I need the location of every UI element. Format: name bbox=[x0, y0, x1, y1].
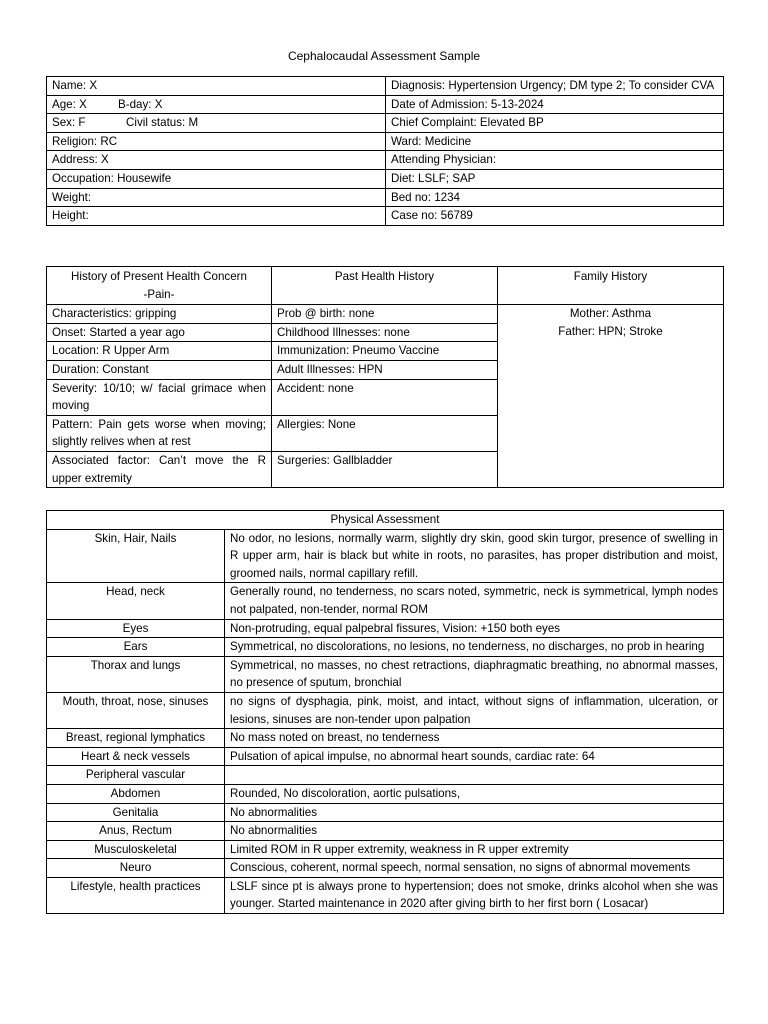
assessment-area: Head, neck bbox=[47, 583, 225, 619]
assessment-finding: No odor, no lesions, normally warm, slightly dry skin, good skin turgor, presence of swelling in R upper arm, hair is black but white in roots, no parasites, has proper distribution and moist, groomed nails, normal capillary refill. bbox=[225, 529, 724, 583]
assessment-finding: no signs of dysphagia, pink, moist, and intact, without signs of inflammation, ulceration, or lesions, sinuses are non-tender upon palpation bbox=[225, 692, 724, 728]
table-row bbox=[47, 207, 724, 226]
assessment-area: Neuro bbox=[47, 859, 225, 878]
document-title: Cephalocaudal Assessment Sample bbox=[287, 49, 481, 63]
father-history: Father: HPN; Stroke bbox=[558, 324, 663, 338]
civil-status-field: Civil status: M bbox=[126, 116, 199, 130]
table-row bbox=[47, 267, 724, 305]
attending-physician-field: Attending Physician: bbox=[386, 151, 724, 170]
characteristics-field: Characteristics: gripping bbox=[47, 305, 272, 324]
table-row bbox=[47, 77, 724, 96]
bday-field: B-day: X bbox=[118, 97, 163, 111]
present-concern-header bbox=[47, 267, 272, 305]
childhood-illnesses-field: Childhood Illnesses: none bbox=[272, 323, 498, 342]
assessment-finding: Non-protruding, equal palpebral fissures, Vision: +150 both eyes bbox=[225, 619, 724, 638]
table-row bbox=[47, 169, 724, 188]
table-row bbox=[47, 840, 724, 859]
table-row bbox=[47, 784, 724, 803]
diet-field: Diet: LSLF; SAP bbox=[386, 169, 724, 188]
table-row bbox=[47, 188, 724, 207]
table-row bbox=[47, 822, 724, 841]
height-field: Height: bbox=[47, 207, 386, 226]
history-table bbox=[46, 266, 724, 488]
assessment-area: Mouth, throat, nose, sinuses bbox=[47, 692, 225, 728]
family-history-cell bbox=[498, 305, 724, 488]
assessment-finding: LSLF since pt is always prone to hypertension; does not smoke, drinks alcohol when she was younger. Started maintenance in 2020 after giving birth to her first born ( Losacar) bbox=[225, 877, 724, 913]
severity-field: Severity: 10/10; w/ facial grimace when moving bbox=[47, 379, 272, 415]
assessment-area: Anus, Rectum bbox=[47, 822, 225, 841]
assessment-area: Ears bbox=[47, 638, 225, 657]
past-history-header: Past Health History bbox=[272, 267, 498, 305]
table-row bbox=[47, 692, 724, 728]
location-field: Location: R Upper Arm bbox=[47, 342, 272, 361]
assessment-finding bbox=[225, 766, 724, 785]
assessment-finding: No abnormalities bbox=[225, 803, 724, 822]
associated-factor-field: Associated factor: Can’t move the R upper extremity bbox=[47, 451, 272, 487]
table-row bbox=[47, 859, 724, 878]
sex-civil-cell bbox=[47, 114, 386, 133]
table-row bbox=[47, 114, 724, 133]
table-row bbox=[47, 729, 724, 748]
diagnosis-field: Diagnosis: Hypertension Urgency; DM type 2; To consider CVA bbox=[386, 77, 724, 96]
assessment-area: Musculoskeletal bbox=[47, 840, 225, 859]
ward-field: Ward: Medicine bbox=[386, 132, 724, 151]
table-row bbox=[47, 529, 724, 583]
assessment-area: Breast, regional lymphatics bbox=[47, 729, 225, 748]
assessment-finding: Symmetrical, no discolorations, no lesions, no tenderness, no discharges, no prob in hearing bbox=[225, 638, 724, 657]
age-bday-cell bbox=[47, 95, 386, 114]
table-row bbox=[47, 877, 724, 913]
allergies-field: Allergies: None bbox=[272, 415, 498, 451]
assessment-area: Eyes bbox=[47, 619, 225, 638]
sex-field: Sex: F bbox=[52, 116, 86, 130]
assessment-area: Thorax and lungs bbox=[47, 656, 225, 692]
assessment-area: Lifestyle, health practices bbox=[47, 877, 225, 913]
assessment-finding: Rounded, No discoloration, aortic pulsations, bbox=[225, 784, 724, 803]
table-row bbox=[47, 656, 724, 692]
present-concern-header-line2: -Pain- bbox=[143, 287, 175, 301]
assessment-finding: Conscious, coherent, normal speech, normal sensation, no signs of abnormal movements bbox=[225, 859, 724, 878]
assessment-area: Peripheral vascular bbox=[47, 766, 225, 785]
accident-field: Accident: none bbox=[272, 379, 498, 415]
assessment-area: Heart & neck vessels bbox=[47, 747, 225, 766]
assessment-finding: Symmetrical, no masses, no chest retractions, diaphragmatic breathing, no abnormal masses, no presence of sputum, bronchial bbox=[225, 656, 724, 692]
assessment-finding: Generally round, no tenderness, no scars noted, symmetric, neck is symmetrical, lymph nodes not palpated, non-tender, normal ROM bbox=[225, 583, 724, 619]
prob-birth-field: Prob @ birth: none bbox=[272, 305, 498, 324]
table-row bbox=[47, 619, 724, 638]
assessment-area: Skin, Hair, Nails bbox=[47, 529, 225, 583]
table-row bbox=[47, 583, 724, 619]
family-history-header: Family History bbox=[498, 267, 724, 305]
assessment-finding: Pulsation of apical impulse, no abnormal heart sounds, cardiac rate: 64 bbox=[225, 747, 724, 766]
chief-complaint-field: Chief Complaint: Elevated BP bbox=[386, 114, 724, 133]
onset-field: Onset: Started a year ago bbox=[47, 323, 272, 342]
table-row bbox=[47, 132, 724, 151]
assessment-finding: No abnormalities bbox=[225, 822, 724, 841]
table-row bbox=[47, 766, 724, 785]
duration-field: Duration: Constant bbox=[47, 360, 272, 379]
religion-field: Religion: RC bbox=[47, 132, 386, 151]
age-field: Age: X bbox=[52, 97, 87, 111]
physical-assessment-table bbox=[46, 510, 724, 914]
case-no-field: Case no: 56789 bbox=[386, 207, 724, 226]
table-row bbox=[47, 305, 724, 324]
assessment-area: Abdomen bbox=[47, 784, 225, 803]
name-field: Name: X bbox=[47, 77, 386, 96]
weight-field: Weight: bbox=[47, 188, 386, 207]
table-row bbox=[47, 151, 724, 170]
address-field: Address: X bbox=[47, 151, 386, 170]
table-row bbox=[47, 803, 724, 822]
mother-history: Mother: Asthma bbox=[569, 307, 652, 321]
table-row bbox=[47, 747, 724, 766]
table-row bbox=[47, 511, 724, 530]
present-concern-header-line1: History of Present Health Concern bbox=[71, 270, 247, 283]
immunization-field: Immunization: Pneumo Vaccine bbox=[272, 342, 498, 361]
surgeries-field: Surgeries: Gallbladder bbox=[272, 451, 498, 487]
assessment-finding: Limited ROM in R upper extremity, weakness in R upper extremity bbox=[225, 840, 724, 859]
patient-info-table bbox=[46, 76, 724, 226]
occupation-field: Occupation: Housewife bbox=[47, 169, 386, 188]
table-row bbox=[47, 638, 724, 657]
bed-no-field: Bed no: 1234 bbox=[386, 188, 724, 207]
adult-illnesses-field: Adult Illnesses: HPN bbox=[272, 360, 498, 379]
admission-date-field: Date of Admission: 5-13-2024 bbox=[386, 95, 724, 114]
table-row bbox=[47, 95, 724, 114]
pattern-field: Pattern: Pain gets worse when moving; slightly relives when at rest bbox=[47, 415, 272, 451]
physical-assessment-header: Physical Assessment bbox=[47, 511, 724, 530]
assessment-finding: No mass noted on breast, no tenderness bbox=[225, 729, 724, 748]
assessment-area: Genitalia bbox=[47, 803, 225, 822]
